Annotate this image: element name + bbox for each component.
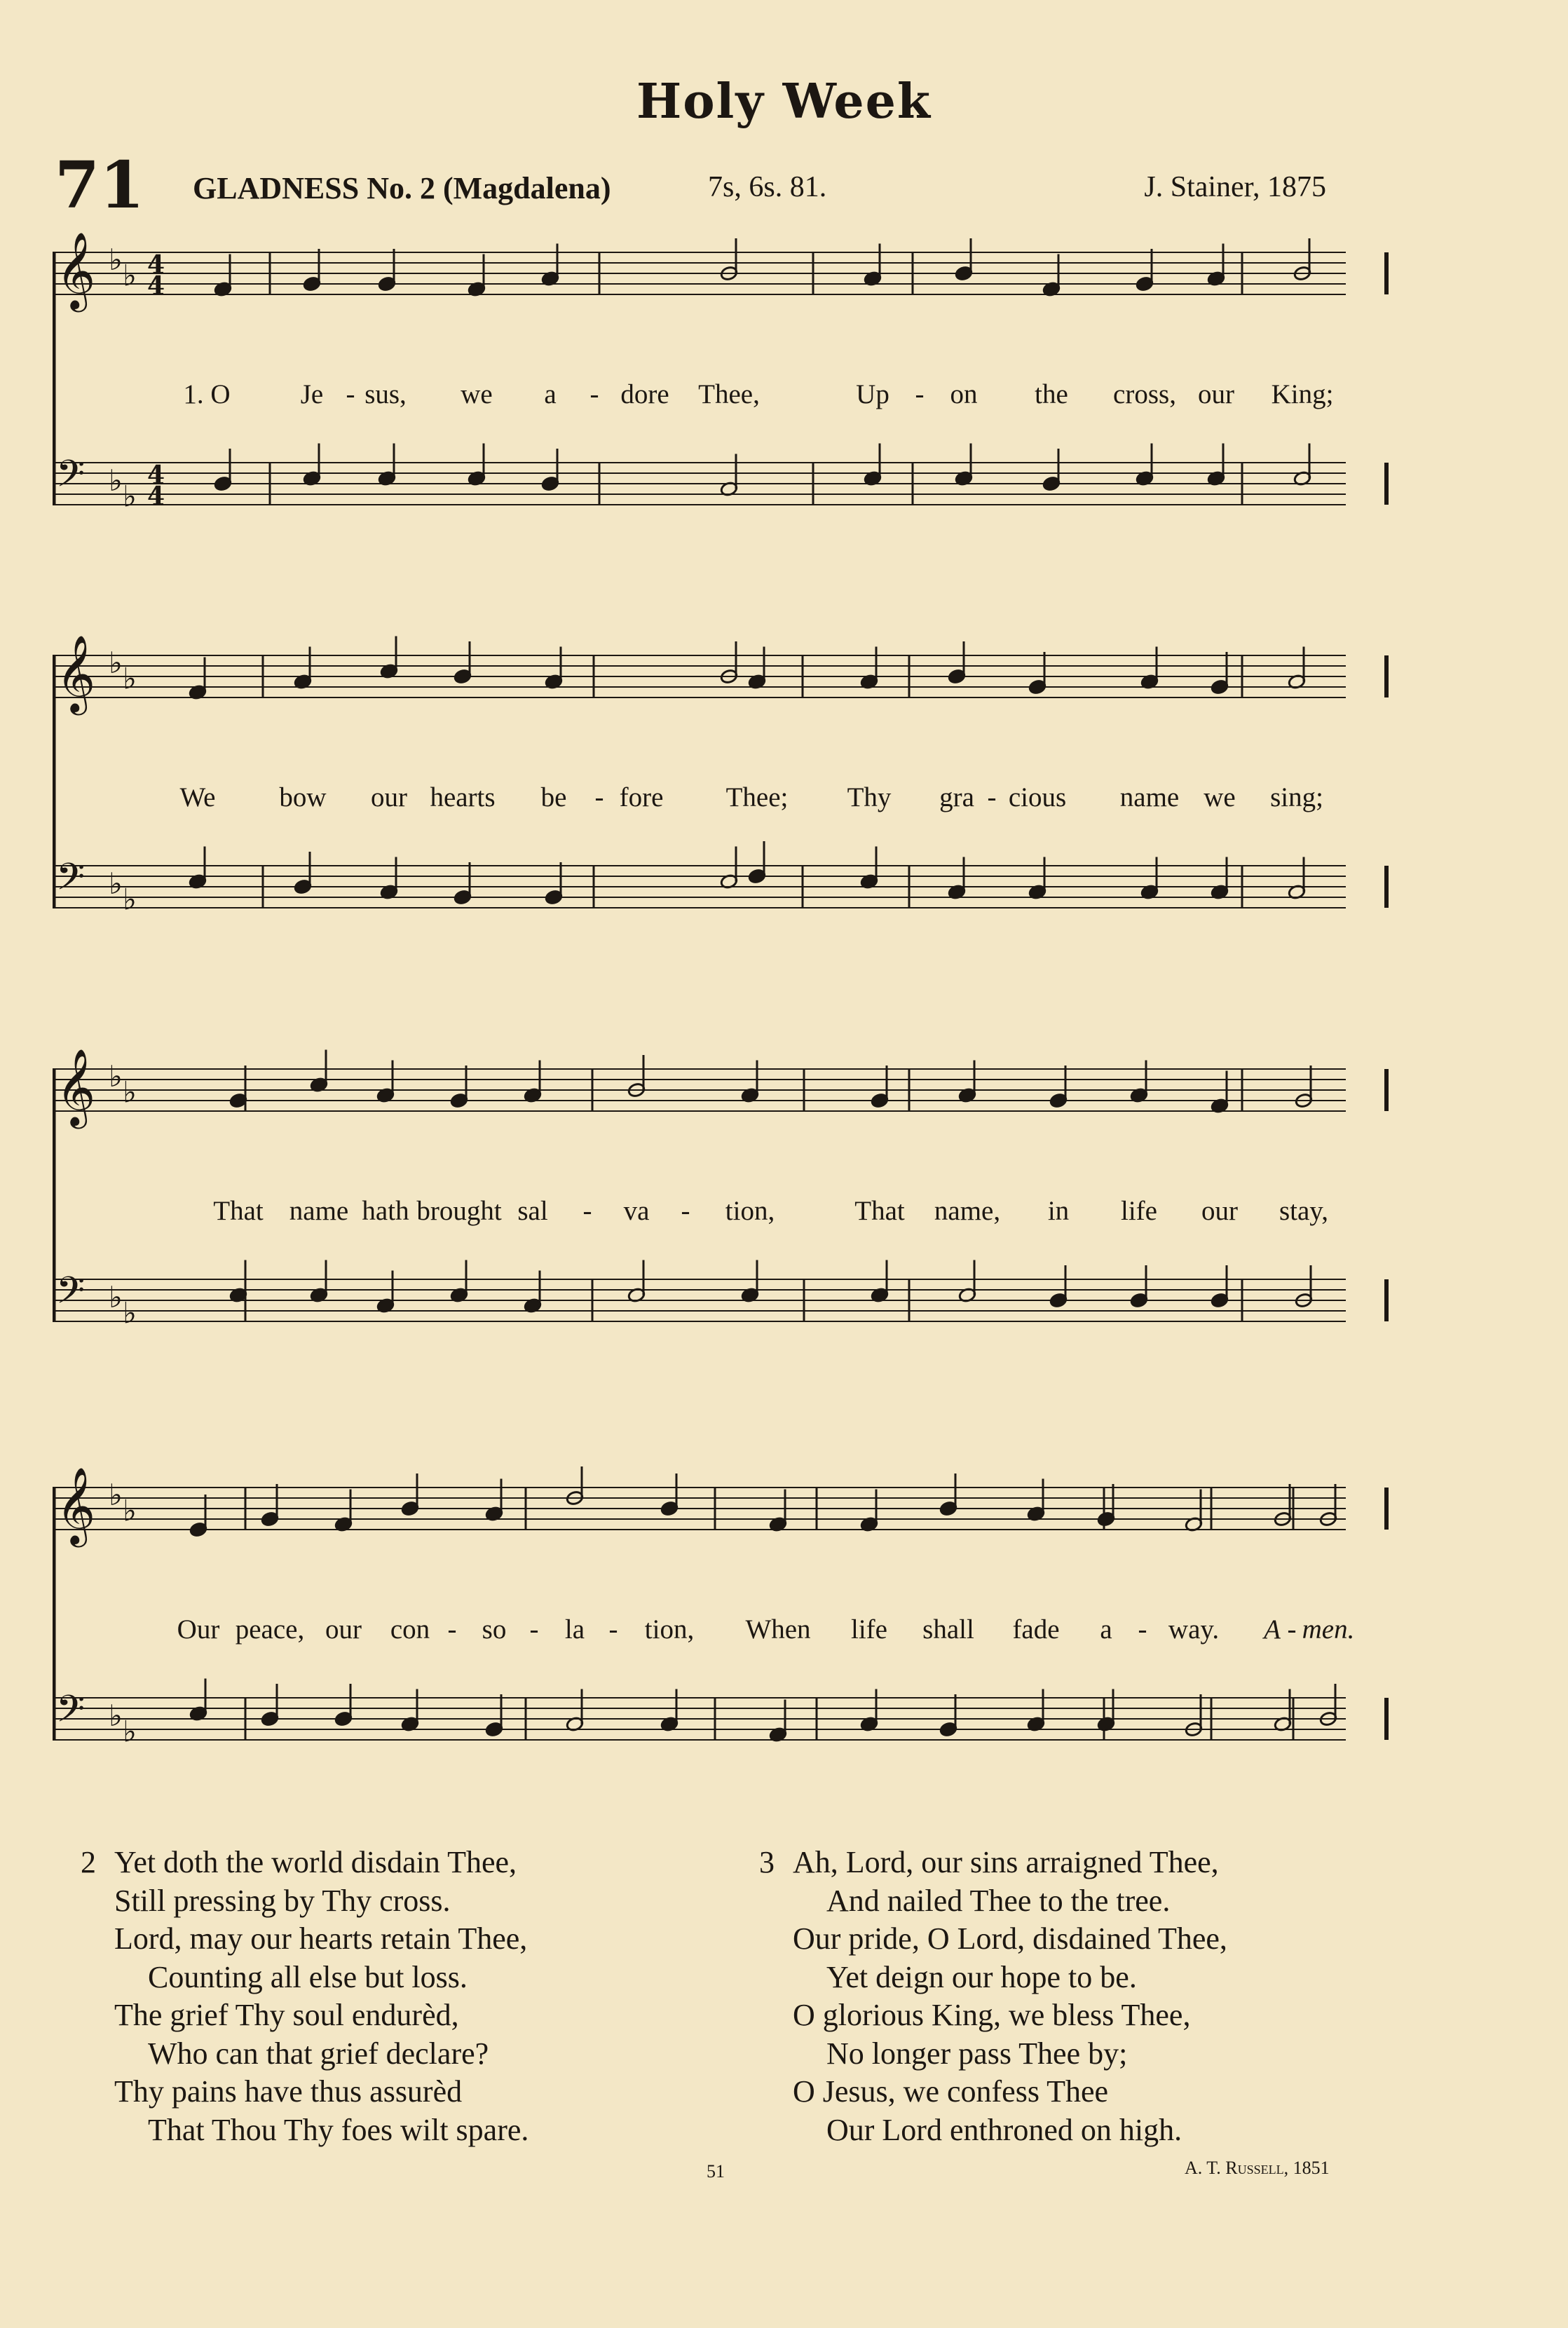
note	[303, 249, 321, 292]
treble-clef-icon: 𝄞	[56, 635, 96, 712]
note	[1027, 1689, 1045, 1732]
time-signature: 4	[147, 250, 165, 280]
note	[1028, 652, 1047, 695]
lyrics-line	[53, 1614, 1391, 1656]
lyric-syllable: fade	[1012, 1614, 1060, 1645]
note	[450, 1260, 468, 1303]
lyric-syllable: cious	[1008, 782, 1067, 812]
note	[261, 1484, 279, 1527]
lyric-syllable: -	[594, 782, 604, 812]
bass-staff	[53, 1279, 1346, 1321]
lyric-syllable: sing;	[1270, 782, 1323, 812]
flat-icon: ♭	[109, 646, 123, 680]
lyric-syllable: our	[1201, 1196, 1238, 1226]
note	[1130, 1061, 1148, 1103]
note	[958, 1061, 976, 1103]
bass-clef-icon: 𝄢	[56, 1269, 86, 1321]
lyric-syllable: we	[461, 379, 493, 409]
lyric-syllable: our	[371, 782, 407, 812]
lyric-syllable: life	[1121, 1196, 1157, 1226]
note	[189, 1679, 207, 1722]
flat-icon: ♭	[109, 243, 123, 277]
note	[860, 1490, 878, 1532]
note	[1042, 254, 1061, 297]
note	[720, 641, 738, 684]
lyric-syllable: gra	[939, 782, 974, 812]
lyric-syllable: -	[447, 1614, 457, 1645]
lyric-syllable: Our	[177, 1614, 220, 1645]
note	[189, 1495, 207, 1537]
note	[864, 444, 882, 486]
note	[627, 1260, 646, 1303]
note	[1185, 1490, 1203, 1532]
note	[1211, 1071, 1229, 1114]
lyric-syllable: When	[745, 1614, 811, 1645]
note	[1211, 652, 1229, 695]
note	[468, 444, 486, 486]
section-title: Holy Week	[636, 74, 932, 130]
note	[860, 1689, 878, 1732]
verse-line: Lord, may our hearts retain Thee,	[114, 1921, 528, 1956]
note	[1028, 857, 1047, 900]
verse-line: Thy pains have thus assurèd	[114, 2074, 463, 2109]
note	[380, 857, 398, 900]
note	[1097, 1689, 1115, 1732]
bass-clef-icon: 𝄢	[56, 453, 86, 505]
flat-icon: ♭	[123, 479, 137, 514]
lyric-syllable: name	[1119, 782, 1180, 812]
note	[748, 647, 766, 690]
note	[871, 1260, 889, 1303]
time-signature: 4	[147, 271, 165, 301]
lyric-syllable: We	[179, 782, 216, 812]
note	[1293, 444, 1311, 486]
lyric-syllable: King;	[1271, 379, 1334, 409]
note	[1295, 1066, 1313, 1108]
note	[1207, 244, 1225, 287]
text-author: A. T. Russell, 1851	[1185, 2158, 1330, 2178]
note	[1136, 249, 1154, 292]
note	[1288, 647, 1306, 690]
lyric-syllable: on	[950, 379, 978, 409]
note	[1274, 1689, 1292, 1732]
bass-clef-icon: 𝄢	[56, 856, 86, 908]
note	[660, 1473, 679, 1516]
note	[860, 847, 878, 890]
note	[864, 244, 882, 287]
lyric-syllable: -	[987, 782, 997, 812]
note	[334, 1684, 353, 1727]
note	[1049, 1265, 1068, 1308]
lyric-syllable: cross,	[1113, 379, 1176, 409]
note	[401, 1689, 419, 1732]
flat-icon: ♭	[123, 661, 137, 696]
lyric-syllable: Thee,	[698, 379, 760, 409]
verse-line: 2 Yet doth the world disdain Thee,	[81, 1844, 529, 1882]
treble-staff	[53, 1488, 1346, 1530]
lyric-syllable: tion,	[644, 1614, 695, 1645]
verse-line: Counting all else but loss.	[148, 1959, 468, 1994]
lyric-syllable: name	[289, 1196, 349, 1226]
note	[229, 1260, 247, 1303]
lyric-syllable: be	[540, 782, 567, 812]
note	[948, 857, 966, 900]
flat-icon: ♭	[123, 1493, 137, 1528]
note	[454, 862, 472, 905]
note	[376, 1271, 395, 1314]
note	[380, 637, 398, 679]
treble-clef-icon: 𝄞	[56, 1049, 96, 1126]
note	[769, 1490, 787, 1532]
note	[1319, 1684, 1337, 1727]
lyric-syllable: -	[1138, 1614, 1147, 1645]
lyric-syllable: -	[346, 379, 355, 409]
lyric-syllable: -	[1287, 1614, 1297, 1645]
lyric-syllable: tion,	[725, 1196, 775, 1226]
note	[189, 847, 207, 890]
verse-line: O Jesus, we confess Thee	[793, 2074, 1109, 2109]
lyric-syllable: name,	[934, 1196, 1001, 1226]
note	[541, 244, 559, 287]
verse-line: Yet deign our hope to be.	[826, 1959, 1137, 1994]
verse-line: O glorious King, we bless Thee,	[793, 1998, 1191, 2032]
note	[741, 1061, 759, 1103]
hymn-number: 71	[55, 147, 145, 223]
note	[1130, 1265, 1148, 1308]
verse-line: And nailed Thee to the tree.	[826, 1883, 1171, 1918]
note	[485, 1479, 503, 1522]
lyric-syllable: con	[390, 1614, 430, 1645]
note	[1211, 1265, 1229, 1308]
page-number: 51	[707, 2161, 725, 2181]
note	[860, 647, 878, 690]
note	[1295, 1265, 1313, 1308]
note	[214, 254, 232, 297]
note	[627, 1055, 646, 1098]
note	[769, 1700, 787, 1743]
lyric-syllable: hearts	[430, 782, 496, 812]
note	[720, 238, 738, 281]
note	[720, 454, 738, 497]
flat-icon: ♭	[123, 1714, 137, 1749]
lyric-syllable: Je	[300, 379, 324, 409]
note	[261, 1684, 279, 1727]
flat-icon: ♭	[123, 1295, 137, 1330]
lyric-syllable: That	[213, 1196, 264, 1226]
note	[741, 1260, 759, 1303]
lyric-syllable: sus,	[364, 379, 407, 409]
lyrics-line	[53, 782, 1391, 824]
note	[720, 847, 738, 890]
lyric-syllable: so	[482, 1614, 507, 1645]
treble-clef-icon: 𝄞	[56, 232, 96, 309]
flat-icon: ♭	[109, 1699, 123, 1733]
note	[378, 444, 396, 486]
flat-icon: ♭	[109, 463, 123, 498]
flat-icon: ♭	[109, 1280, 123, 1314]
lyric-syllable: in	[1047, 1196, 1070, 1226]
note	[376, 1061, 395, 1103]
lyric-syllable: fore	[619, 782, 664, 812]
flat-icon: ♭	[109, 1059, 123, 1094]
note	[955, 238, 973, 281]
note	[1049, 1066, 1068, 1108]
lyric-syllable: A	[1264, 1614, 1281, 1645]
note	[485, 1694, 503, 1737]
bass-staff	[53, 1698, 1346, 1740]
lyric-syllable: la	[564, 1614, 585, 1645]
lyric-syllable: hath	[362, 1196, 409, 1226]
lyric-syllable: That	[854, 1196, 905, 1226]
verse-number: 2	[81, 1845, 96, 1879]
note	[1136, 444, 1154, 486]
verse-line: That Thou Thy foes wilt spare.	[148, 2112, 529, 2147]
note	[1288, 857, 1306, 900]
lyric-syllable: -	[589, 379, 599, 409]
lyric-syllable: Thee;	[725, 782, 789, 812]
verse-number: 3	[759, 1845, 775, 1879]
lyric-syllable: Up	[856, 379, 889, 409]
note	[214, 449, 232, 491]
note	[229, 1066, 247, 1108]
note	[294, 647, 312, 690]
lyric-syllable: a	[544, 379, 557, 409]
note	[1319, 1484, 1337, 1527]
music-system	[53, 1466, 1391, 1831]
lyric-syllable: va	[623, 1196, 650, 1226]
note	[189, 658, 207, 700]
lyric-syllable: peace,	[235, 1614, 305, 1645]
verse-line: Our pride, O Lord, disdained Thee,	[793, 1921, 1227, 1956]
lyric-syllable: brought	[416, 1196, 502, 1226]
treble-staff	[53, 1069, 1346, 1111]
note	[524, 1271, 542, 1314]
note	[541, 449, 559, 491]
verse-line: The grief Thy soul endurèd,	[114, 1998, 459, 2032]
lyric-syllable: we	[1204, 782, 1236, 812]
note	[524, 1061, 542, 1103]
note	[1211, 857, 1229, 900]
verse-line: No longer pass Thee by;	[826, 2036, 1128, 2071]
lyric-syllable: -	[582, 1196, 592, 1226]
music-system	[53, 1048, 1391, 1413]
note	[939, 1473, 957, 1516]
lyric-syllable: sal	[517, 1196, 548, 1226]
verse-line: 3 Ah, Lord, our sins arraigned Thee,	[759, 1844, 1227, 1882]
lyric-syllable: -	[681, 1196, 690, 1226]
music-system	[53, 231, 1391, 596]
note	[378, 249, 396, 292]
note	[310, 1050, 328, 1093]
treble-clef-icon: 𝄞	[56, 1467, 96, 1544]
note	[1140, 647, 1159, 690]
note	[955, 444, 973, 486]
flat-icon: ♭	[109, 866, 123, 901]
note	[1140, 857, 1159, 900]
lyric-syllable: Thy	[847, 782, 892, 812]
note	[871, 1066, 889, 1108]
note	[310, 1260, 328, 1303]
lyric-syllable: life	[851, 1614, 887, 1645]
lyric-syllable: -	[608, 1614, 618, 1645]
note	[334, 1490, 353, 1532]
lyric-syllable: -	[915, 379, 925, 409]
note	[545, 862, 563, 905]
lyric-syllable: bow	[279, 782, 327, 812]
note	[294, 852, 312, 894]
note	[1293, 238, 1311, 281]
lyric-syllable: our	[325, 1614, 362, 1645]
meter: 7s, 6s. 81.	[708, 171, 827, 203]
lyric-syllable: shall	[922, 1614, 974, 1645]
lyric-syllable: the	[1035, 379, 1068, 409]
verse-line: Our Lord enthroned on high.	[826, 2112, 1182, 2147]
note	[660, 1689, 679, 1732]
verse-line: Who can that grief declare?	[148, 2036, 489, 2071]
note	[545, 647, 563, 690]
note	[1185, 1694, 1203, 1737]
flat-icon: ♭	[109, 1478, 123, 1512]
lyric-syllable: our	[1198, 379, 1234, 409]
note	[468, 254, 486, 297]
note	[1207, 444, 1225, 486]
bass-clef-icon: 𝄢	[56, 1688, 86, 1740]
note	[454, 641, 472, 684]
verse-2	[81, 1844, 529, 2149]
note	[1274, 1484, 1292, 1527]
lyric-syllable: stay,	[1279, 1196, 1329, 1226]
tune-name: GLADNESS No. 2 (Magdalena)	[193, 171, 611, 205]
lyric-syllable: way.	[1168, 1614, 1220, 1645]
note	[401, 1473, 419, 1516]
note	[939, 1694, 957, 1737]
lyric-syllable: 1. O	[183, 379, 231, 409]
lyric-syllable: -	[529, 1614, 539, 1645]
verse-3	[759, 1844, 1227, 2149]
lyric-syllable: dore	[620, 379, 669, 409]
note	[1097, 1484, 1115, 1527]
lyrics-line	[53, 1195, 1391, 1237]
verse-line: Still pressing by Thy cross.	[114, 1883, 451, 1918]
note	[1042, 449, 1061, 491]
flat-icon: ♭	[123, 882, 137, 917]
music-system	[53, 634, 1391, 999]
time-signature: 4	[147, 482, 165, 511]
lyric-syllable: men.	[1302, 1614, 1355, 1645]
lyrics-line	[53, 379, 1391, 421]
note	[948, 641, 966, 684]
flat-icon: ♭	[123, 1075, 137, 1110]
note	[566, 1466, 584, 1506]
time-signature: 4	[147, 461, 165, 490]
note	[566, 1689, 584, 1732]
note	[748, 841, 766, 884]
note	[1027, 1479, 1045, 1522]
note	[303, 444, 321, 486]
lyric-syllable: a	[1100, 1614, 1112, 1645]
note	[450, 1066, 468, 1108]
composer: J. Stainer, 1875	[1144, 171, 1326, 203]
note	[958, 1260, 976, 1303]
flat-icon: ♭	[123, 258, 137, 293]
